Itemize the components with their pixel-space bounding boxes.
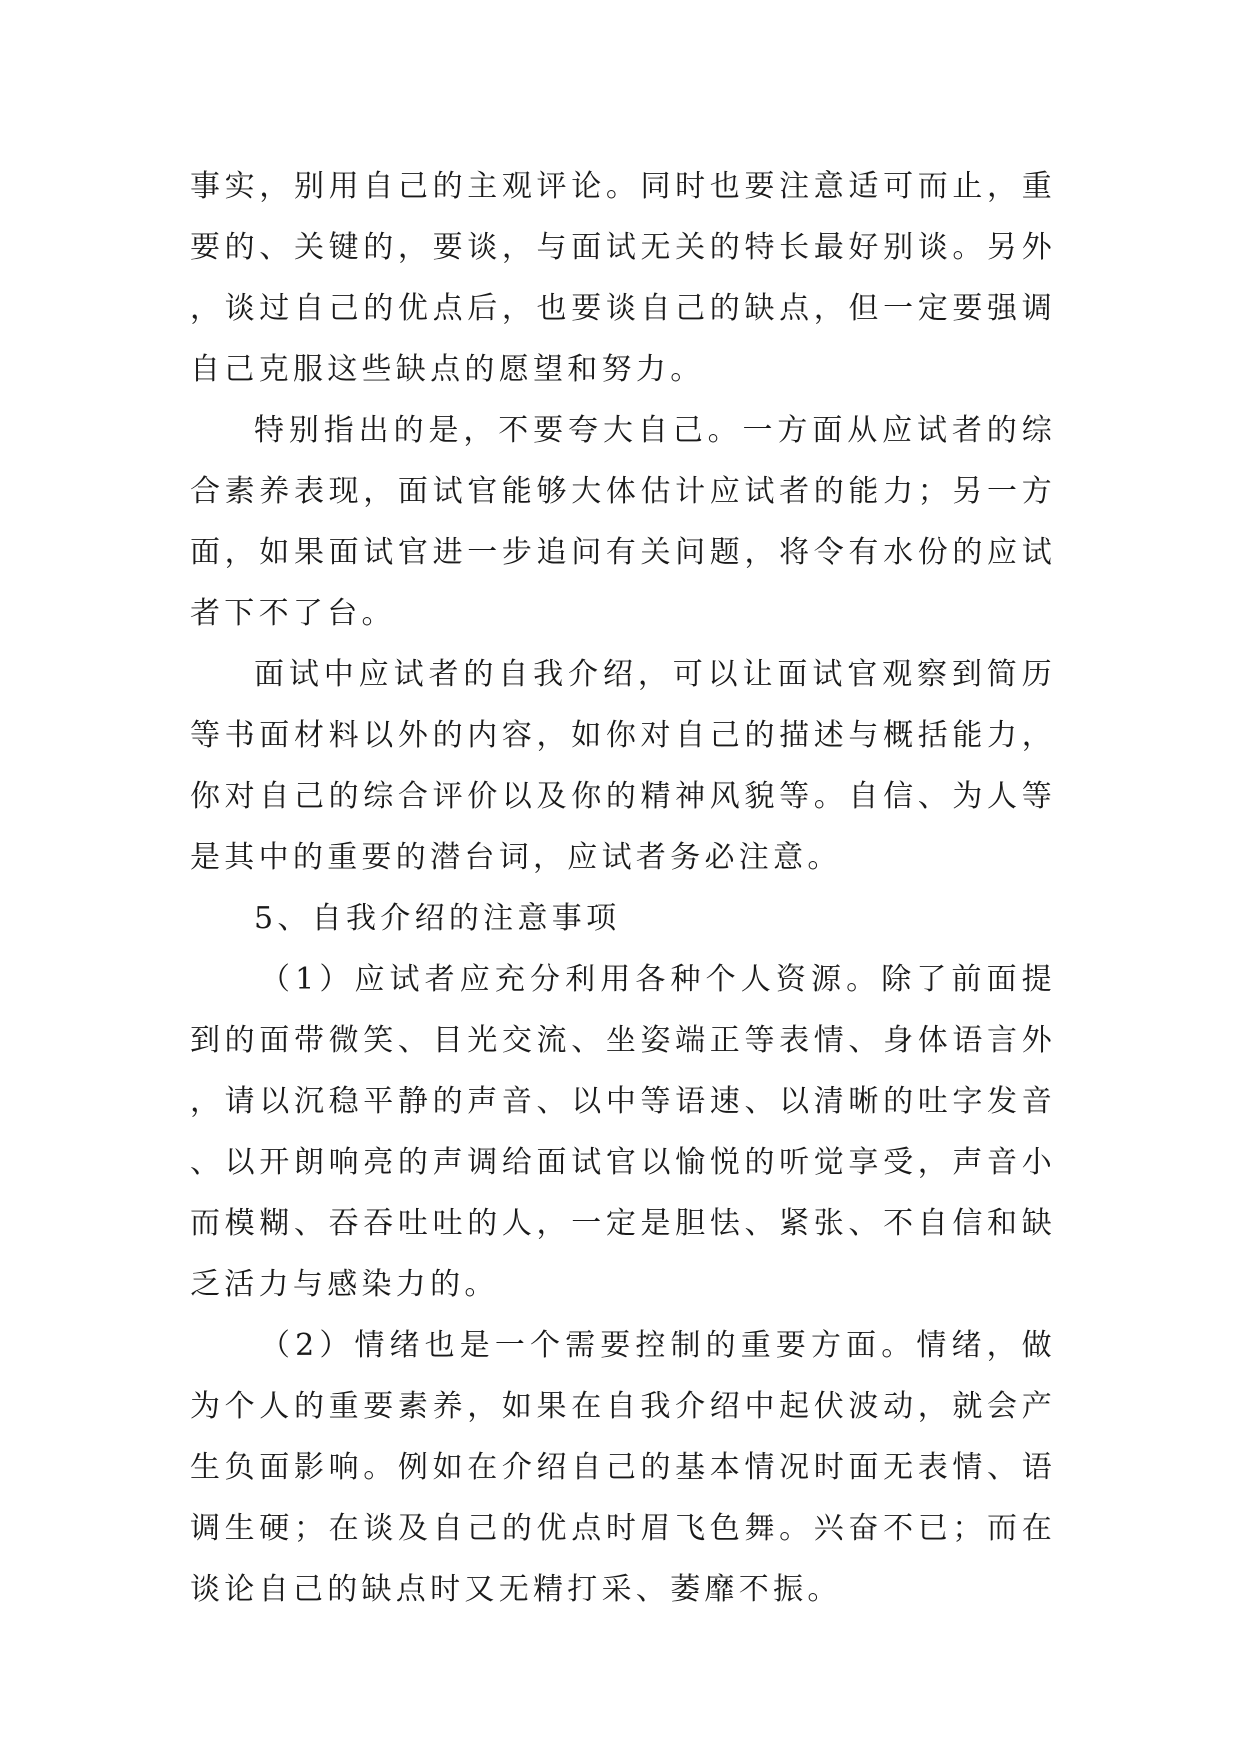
document-body bbox=[190, 156, 1056, 1620]
paragraph-self-introduction-value: 面试中应试者的自我介绍，可以让面试官观察到简历等书面材料以外的内容，如你对自己的描述与概括能力，你对自己的综合评价以及你的精神风貌等。自信、为人等是其中的重要的潜台词，应试者务必注意。 bbox=[190, 657, 1056, 875]
paragraph-continued: 事实，别用自己的主观评论。同时也要注意适可而止，重要的、关键的，要谈，与面试无关的特长最好别谈。另外，谈过自己的优点后，也要谈自己的缺点，但一定要强调自己克服这些缺点的愿望和努力。 bbox=[190, 169, 1056, 387]
paragraph-item-2: （2）情绪也是一个需要控制的重要方面。情绪，做为个人的重要素养，如果在自我介绍中起伏波动，就会产生负面影响。例如在介绍自己的基本情况时面无表情、语调生硬；在谈及自己的优点时眉飞色舞。兴奋不已；而在谈论自己的缺点时又无精打采、萎靡不振。 bbox=[190, 1328, 1056, 1607]
section-heading: 5、自我介绍的注意事项 bbox=[254, 901, 621, 936]
paragraph-item-1: （1）应试者应充分利用各种个人资源。除了前面提到的面带微笑、目光交流、坐姿端正等表情、身体语言外，请以沉稳平静的声音、以中等语速、以清晰的吐字发音、以开朗响亮的声调给面试官以愉悦的听觉享受，声音小而模糊、吞吞吐吐的人，一定是胆怯、紧张、不自信和缺乏活力与感染力的。 bbox=[190, 962, 1056, 1302]
paragraph-no-exaggeration: 特别指出的是，不要夸大自己。一方面从应试者的综合素养表现，面试官能够大体估计应试者的能力；另一方面，如果面试官进一步追问有关问题，将令有水份的应试者下不了台。 bbox=[190, 413, 1056, 631]
